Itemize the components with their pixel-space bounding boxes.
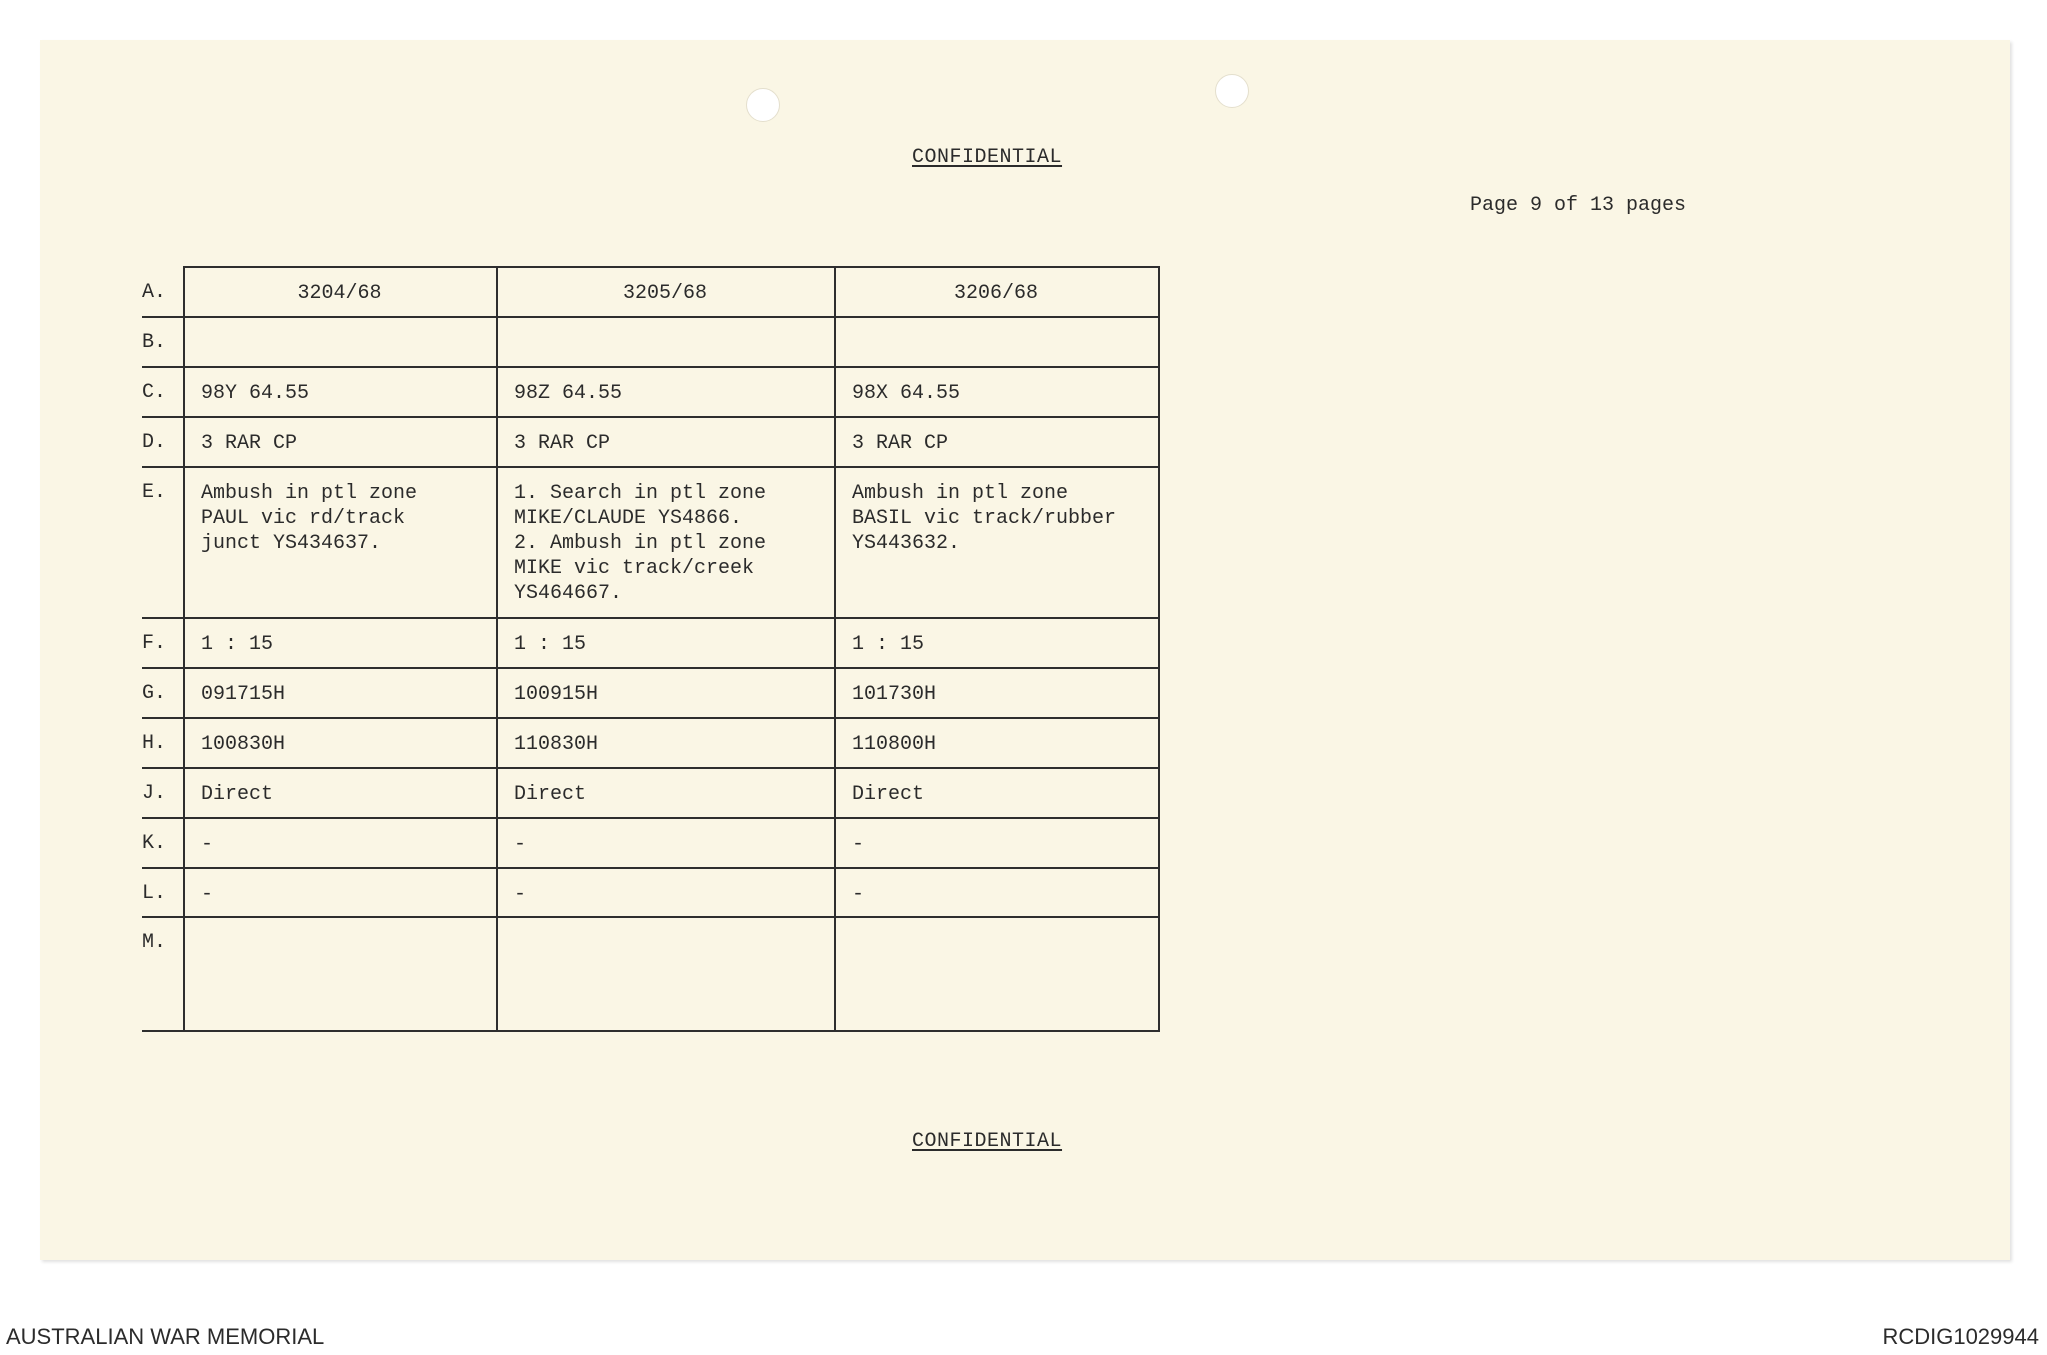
row-label: G. [142, 682, 167, 705]
row-label: D. [142, 431, 167, 454]
table-cell: 3 RAR CP [514, 432, 611, 455]
table-rule-horizontal [142, 316, 1160, 318]
table-rule-vertical [834, 266, 836, 1032]
table-cell: Ambush in ptl zone PAUL vic rd/track junct YS434637. [201, 482, 418, 555]
row-label: H. [142, 732, 167, 755]
table-rule-horizontal [142, 617, 1160, 619]
table-cell: 1 : 15 [201, 633, 274, 656]
table-rule-horizontal [183, 266, 1160, 268]
table-rule-horizontal [142, 1030, 1160, 1032]
table-rule-horizontal [142, 717, 1160, 719]
table-cell: 100915H [514, 683, 599, 706]
table-cell: 110800H [852, 733, 937, 756]
table-cell: - [201, 833, 214, 856]
row-label: J. [142, 782, 167, 805]
table-cell: 1 : 15 [852, 633, 925, 656]
table-cell: Direct [852, 783, 925, 806]
table-cell: 100830H [201, 733, 286, 756]
punch-hole-left [746, 88, 780, 122]
table-rule-horizontal [142, 366, 1160, 368]
table-rule-horizontal [142, 817, 1160, 819]
table-rule-vertical [496, 266, 498, 1032]
table-rule-vertical [1158, 266, 1160, 1032]
row-label: E. [142, 481, 167, 504]
table-cell: - [852, 883, 865, 906]
footer-record-id: RCDIG1029944 [1882, 1324, 2039, 1349]
table-cell: 1 : 15 [514, 633, 587, 656]
classification-heading-top: CONFIDENTIAL [912, 146, 1063, 169]
table-cell: 3206/68 [953, 282, 1038, 305]
punch-hole-right [1215, 74, 1249, 108]
row-label: A. [142, 281, 167, 304]
row-label: M. [142, 931, 167, 954]
table-cell: 091715H [201, 683, 286, 706]
row-label: K. [142, 832, 167, 855]
table-cell: 98X 64.55 [852, 382, 961, 405]
classification-heading-bottom: CONFIDENTIAL [912, 1130, 1063, 1153]
row-label: B. [142, 331, 167, 354]
table-rule-horizontal [142, 867, 1160, 869]
table-cell: 3205/68 [622, 282, 707, 305]
table-cell: - [514, 883, 527, 906]
table-cell: 101730H [852, 683, 937, 706]
table-cell: - [852, 833, 865, 856]
table-cell: - [514, 833, 527, 856]
page-number: Page 9 of 13 pages [1470, 194, 1687, 217]
table-cell: Ambush in ptl zone BASIL vic track/rubber YS443632. [852, 482, 1117, 555]
row-label: C. [142, 381, 167, 404]
table-cell: 3204/68 [297, 282, 382, 305]
table-cell: - [201, 883, 214, 906]
footer-institution: AUSTRALIAN WAR MEMORIAL [6, 1324, 325, 1349]
table-cell: 98Z 64.55 [514, 382, 623, 405]
table-cell: 110830H [514, 733, 599, 756]
row-label: L. [142, 882, 167, 905]
table-rule-horizontal [142, 667, 1160, 669]
row-label: F. [142, 632, 167, 655]
table-rule-horizontal [142, 416, 1160, 418]
table-cell: 1. Search in ptl zone MIKE/CLAUDE YS4866. 2. Ambush in ptl zone MIKE vic track/creek YS464667. [514, 482, 767, 605]
table-cell: Direct [201, 783, 274, 806]
table-rule-horizontal [142, 466, 1160, 468]
table-cell: 3 RAR CP [852, 432, 949, 455]
table-rule-vertical [183, 266, 185, 1032]
table-cell: 98Y 64.55 [201, 382, 310, 405]
table-cell: 3 RAR CP [201, 432, 298, 455]
table-rule-horizontal [142, 916, 1160, 918]
table-rule-horizontal [142, 767, 1160, 769]
table-cell: Direct [514, 783, 587, 806]
